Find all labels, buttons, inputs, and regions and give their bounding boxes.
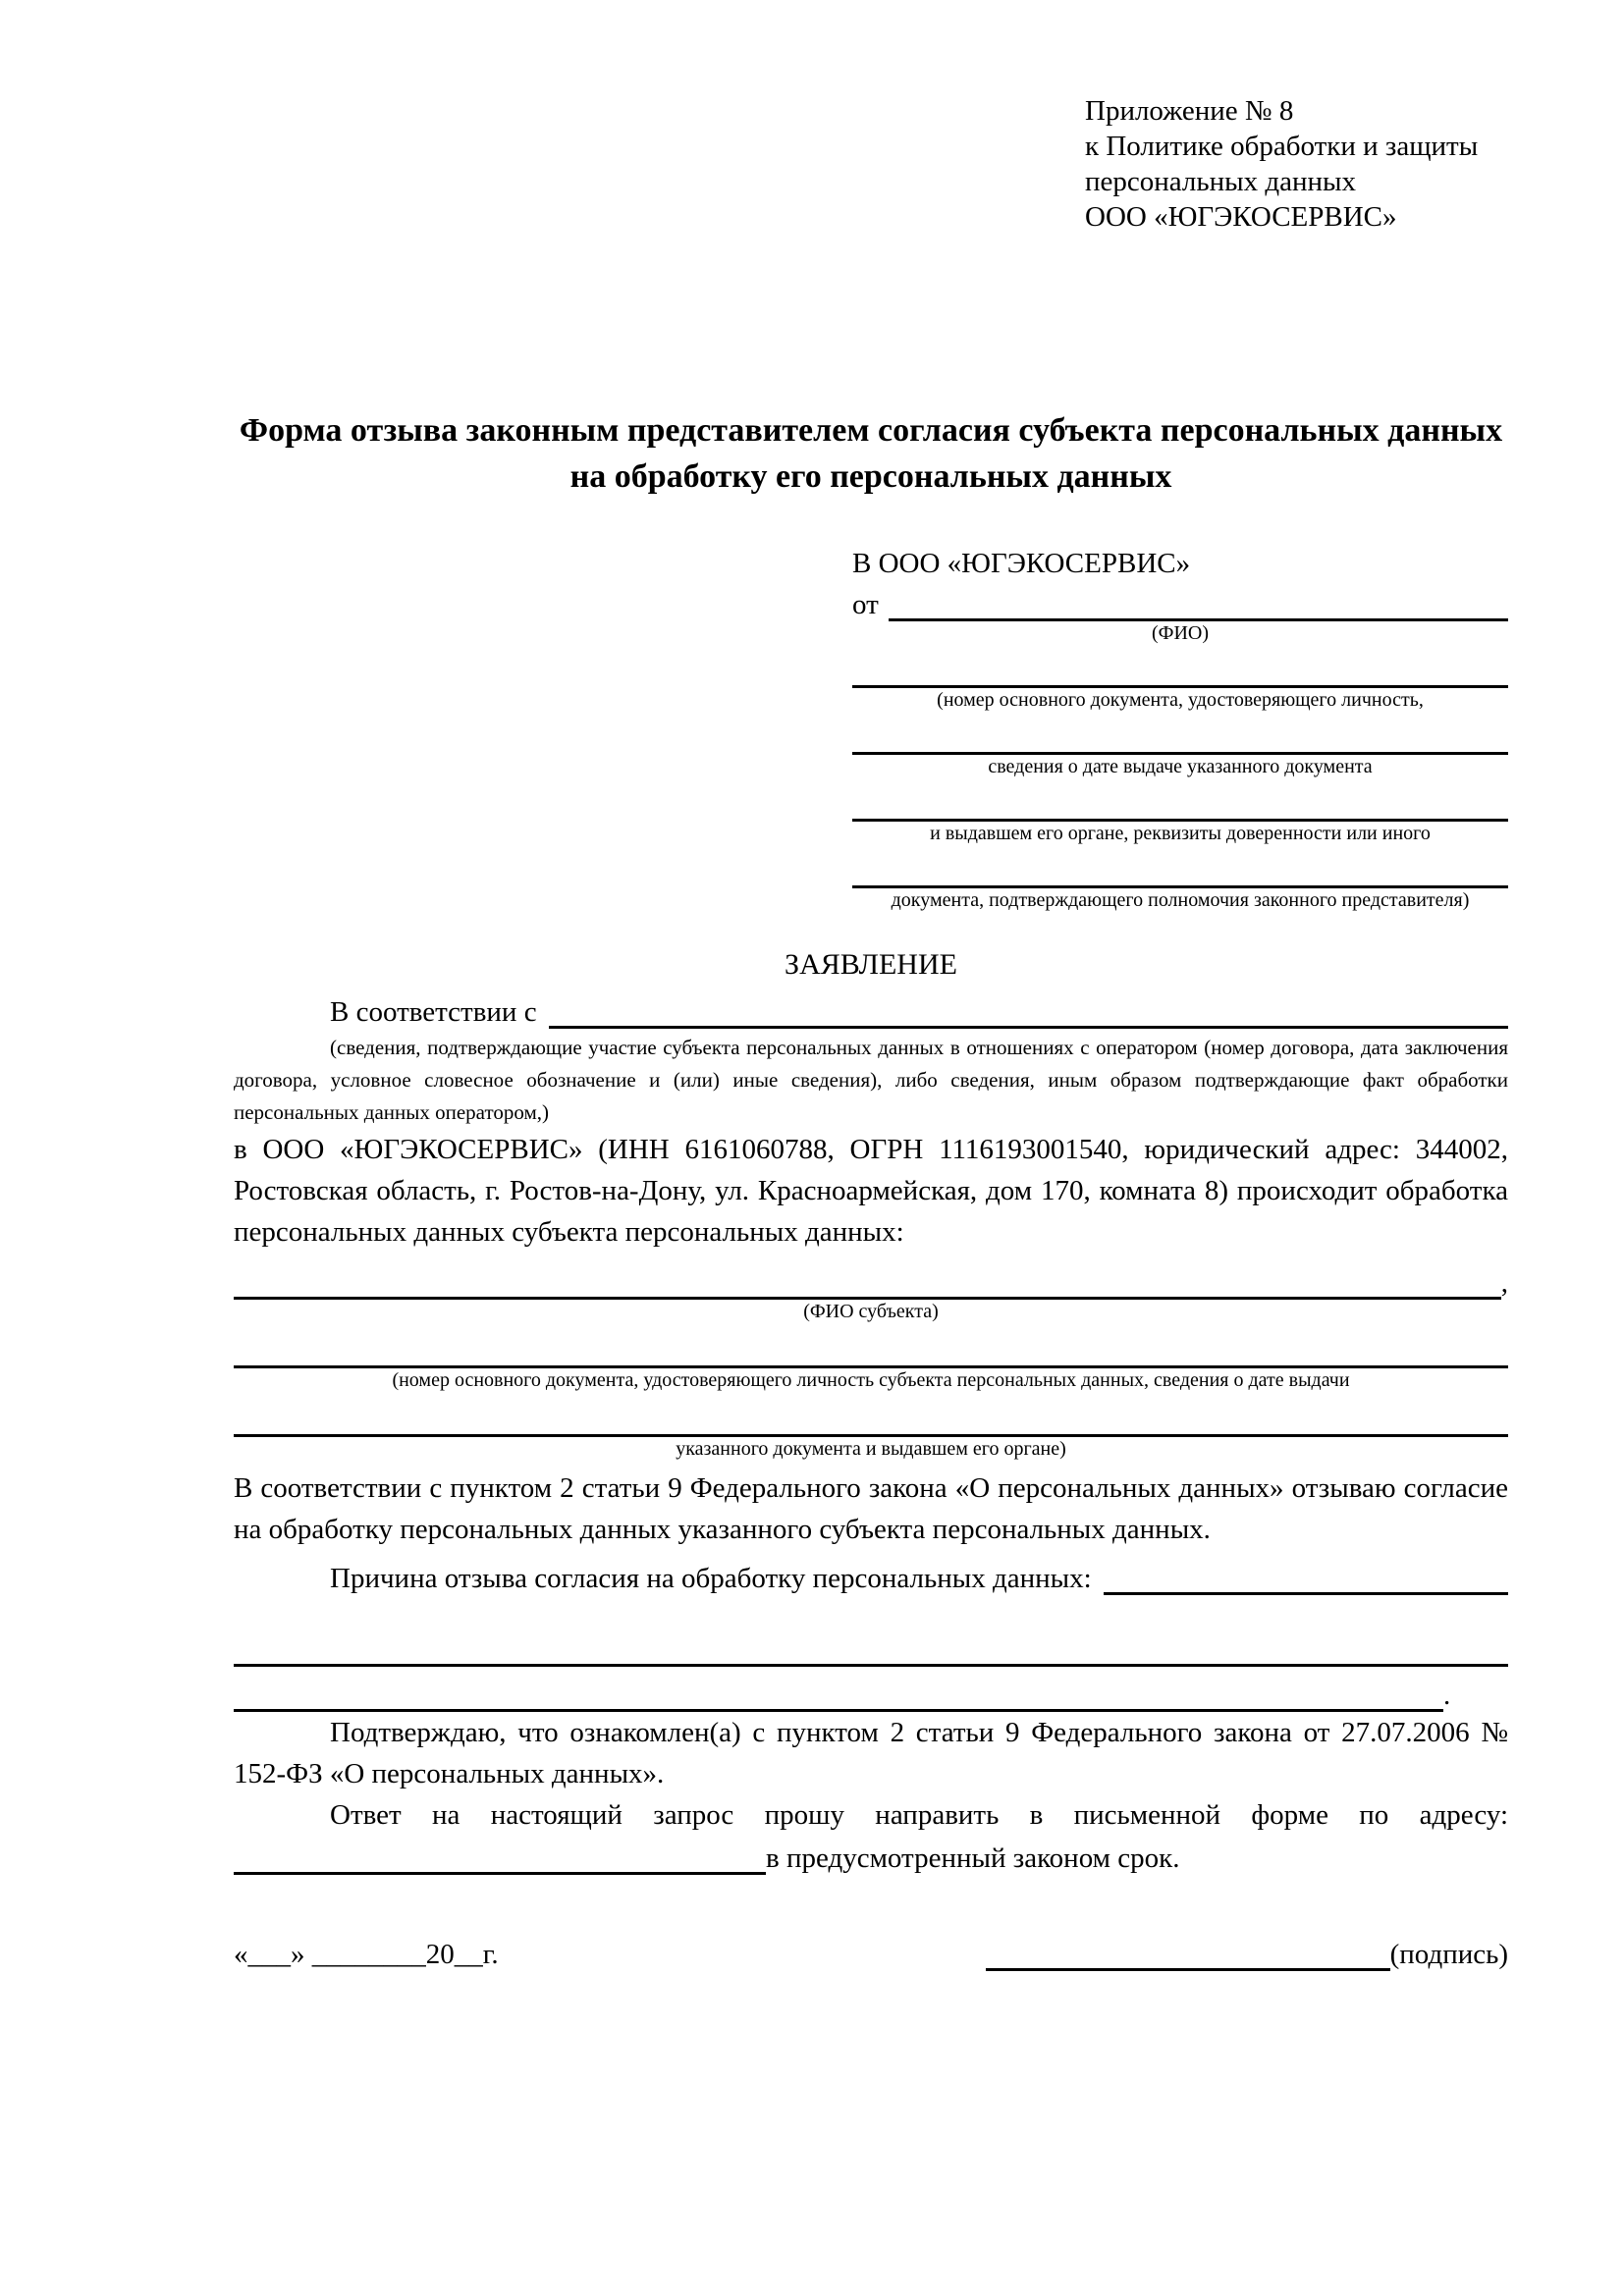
reason-blank-line-1 — [234, 1621, 1508, 1667]
address-blank — [234, 1866, 766, 1875]
representative-document-field-2 — [852, 713, 1508, 779]
operator-paragraph: в ООО «ЮГЭКОСЕРВИС» (ИНН 6161060788, ОГРН 1116193001540, юридический адрес: 344002, Ростовская область, г. Ростов-на-Дону, ул. Красноармейская, дом 170, комната 8) происходит обработка персональных данных субъекта персональных данных: — [234, 1134, 1508, 1248]
intro-note: (сведения, подтверждающие участие субъекта персональных данных в отношениях с оператором (номер договора, дата заключения договора, условное словесное обозначение и (или) иные сведения), либо сведения, иным образом подтверждающие факт обработки персональных данных оператором,) — [234, 1036, 1508, 1124]
subject-document-field-2 — [234, 1393, 1508, 1462]
reason-prefix: Причина отзыва согласия на обработку персональных данных: — [330, 1563, 1092, 1594]
subject-fio-blank — [234, 1291, 1501, 1300]
caption-subject-document-2: указанного документа и выдавшем его органе) — [676, 1438, 1066, 1460]
header-note-line-1: Приложение № 8 — [1085, 95, 1294, 127]
reason-blank — [1104, 1586, 1508, 1595]
reason-blank-line-2-row — [234, 1667, 1508, 1712]
reply-address-row — [234, 1836, 1508, 1875]
representative-document-blank-1 — [852, 646, 1508, 688]
header-note — [1085, 93, 1508, 235]
representative-fio-blank — [889, 613, 1508, 621]
subject-document-blank-1 — [234, 1324, 1508, 1368]
intro-row — [234, 988, 1508, 1029]
caption-fio: (ФИО) — [1151, 622, 1209, 644]
header-note-line-4: ООО «ЮГЭКОСЕРВИС» — [1085, 201, 1397, 233]
header-note-line-2: к Политике обработки и защиты — [1085, 131, 1479, 162]
reason-blank-line-2 — [234, 1703, 1443, 1712]
subject-document-field-1 — [234, 1324, 1508, 1393]
from-row — [852, 584, 1508, 621]
representative-document-field-4 — [852, 846, 1508, 913]
caption-document-4: документа, подтверждающего полномочия законного представителя) — [891, 889, 1470, 911]
basis-blank — [549, 1020, 1508, 1029]
signature-caption: (подпись) — [1389, 1939, 1508, 1970]
signature-blank — [986, 1962, 1390, 1971]
trailing-comma: , — [1500, 1267, 1508, 1299]
header-note-line-3: персональных данных — [1085, 166, 1357, 197]
subject-fio-row — [234, 1260, 1508, 1300]
caption-document-2: сведения о дате выдаче указанного документа — [988, 756, 1373, 777]
signature-area — [986, 1939, 1508, 1971]
addressee-company: В ООО «ЮГЭКОСЕРВИС» — [852, 548, 1191, 579]
confirm-paragraph: Подтверждаю, что ознакомлен(а) с пунктом 2 статьи 9 Федерального закона от 27.07.2006 № 152-ФЗ «О персональных данных». — [234, 1717, 1508, 1789]
date-line: «___» ________20__г. — [234, 1939, 499, 1970]
footer-row — [234, 1930, 1508, 1971]
addressee-block — [852, 545, 1508, 913]
reason-row — [234, 1552, 1508, 1595]
intro-prefix: В соответствии с — [330, 996, 537, 1028]
subject-document-blank-2 — [234, 1393, 1508, 1437]
trailing-period: . — [1443, 1680, 1451, 1711]
caption-document-1: (номер основного документа, удостоверяющего личность, — [937, 689, 1424, 711]
statement-heading: ЗАЯВЛЕНИЕ — [785, 948, 957, 981]
representative-document-field-1 — [852, 646, 1508, 713]
representative-document-blank-3 — [852, 779, 1508, 822]
withdraw-paragraph: В соответствии с пунктом 2 статьи 9 Федерального закона «О персональных данных» отзываю согласие на обработку персональных данных указанного субъекта персональных данных. — [234, 1472, 1508, 1545]
page-title: Форма отзыва законным представителем согласия субъекта персональных данных на обработку его персональных данных — [239, 412, 1503, 495]
caption-subject-fio: (ФИО субъекта) — [803, 1301, 939, 1322]
reply-prefix: Ответ на настоящий запрос прошу направить в письменной форме по адресу: — [330, 1799, 1508, 1831]
caption-subject-document-1: (номер основного документа, удостоверяющего личность субъекта персональных данных, сведения о дате выдачи — [392, 1369, 1350, 1391]
representative-document-blank-2 — [852, 713, 1508, 755]
caption-document-3: и выдавшем его органе, реквизиты доверенности или иного — [930, 823, 1431, 844]
reply-suffix: в предусмотренный законом срок. — [766, 1842, 1180, 1874]
representative-document-blank-4 — [852, 846, 1508, 888]
representative-document-field-3 — [852, 779, 1508, 846]
from-label: от — [852, 589, 879, 620]
